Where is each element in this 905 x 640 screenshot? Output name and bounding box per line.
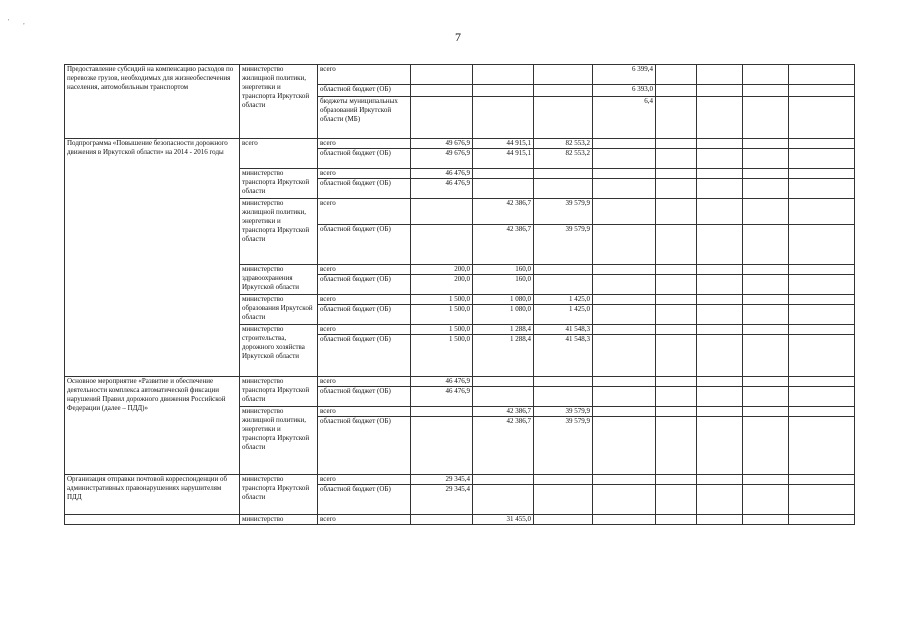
empty-cell: [743, 387, 789, 407]
subprogram-name: Подпрограмма «Повышение безопасности дорожного движения в Иркутской области» на 2014 - 2016 годы: [65, 139, 240, 377]
empty-cell: [534, 515, 593, 525]
value-cell: 46 476,9: [411, 387, 473, 407]
empty-cell: [697, 97, 743, 139]
value-cell: 200,0: [411, 275, 473, 295]
empty-cell: [593, 225, 656, 265]
value-cell: 29 345,4: [411, 475, 473, 485]
empty-cell: [789, 515, 855, 525]
empty-cell: [697, 179, 743, 199]
empty-cell: [593, 149, 656, 169]
empty-cell: [697, 225, 743, 265]
source-cell: областной бюджет (ОБ): [318, 387, 411, 407]
empty-cell: [593, 265, 656, 275]
source-cell: всего: [318, 377, 411, 387]
empty-cell: [593, 387, 656, 407]
empty-cell: [593, 169, 656, 179]
empty-cell: [789, 275, 855, 295]
empty-cell: [743, 407, 789, 417]
value-cell: 46 476,9: [411, 169, 473, 179]
executor-cell: министерство здравоохранения Иркутской области: [240, 265, 318, 295]
value-cell: 82 553,2: [534, 149, 593, 169]
empty-cell: [789, 65, 855, 85]
value-cell: 49 676,9: [411, 149, 473, 169]
empty-cell: [789, 407, 855, 417]
value-cell: 42 386,7: [473, 199, 534, 225]
empty-cell: [743, 265, 789, 275]
value-cell: 39 579,9: [534, 225, 593, 265]
empty-cell: [697, 515, 743, 525]
empty-cell: [743, 85, 789, 97]
empty-cell: [697, 275, 743, 295]
value-cell: 160,0: [473, 275, 534, 295]
empty-cell: [789, 85, 855, 97]
empty-cell: [593, 335, 656, 377]
empty-cell: [656, 475, 697, 485]
empty-cell: [697, 407, 743, 417]
activity-name: Предоставление субсидий на компенсацию расходов по перевозке грузов, необходимых для жизнеобеспечения населения, автомобильным транспортом: [65, 65, 240, 139]
source-cell: областной бюджет (ОБ): [318, 85, 411, 97]
empty-cell: [534, 97, 593, 139]
value-cell: 39 579,9: [534, 407, 593, 417]
empty-cell: [697, 387, 743, 407]
empty-cell: [593, 305, 656, 325]
empty-cell: [743, 275, 789, 295]
source-cell: всего: [318, 515, 411, 525]
value-cell: 1 080,0: [473, 305, 534, 325]
empty-cell: [656, 387, 697, 407]
empty-cell: [697, 417, 743, 475]
empty-cell: [534, 475, 593, 485]
empty-cell: [411, 515, 473, 525]
empty-cell: [593, 199, 656, 225]
empty-cell: [789, 295, 855, 305]
empty-cell: [697, 325, 743, 335]
empty-cell: [411, 417, 473, 475]
value-cell: 1 500,0: [411, 335, 473, 377]
value-cell: 200,0: [411, 265, 473, 275]
empty-cell: [789, 179, 855, 199]
empty-cell: [473, 169, 534, 179]
empty-cell: [473, 485, 534, 515]
empty-cell: [656, 225, 697, 265]
empty-cell: [411, 225, 473, 265]
empty-cell: [789, 417, 855, 475]
empty-cell: [534, 179, 593, 199]
empty-cell: [789, 265, 855, 275]
source-cell: всего: [318, 265, 411, 275]
empty-cell: [789, 97, 855, 139]
empty-cell: [534, 387, 593, 407]
source-cell: всего: [318, 199, 411, 225]
empty-cell: [656, 515, 697, 525]
budget-table: [64, 64, 855, 525]
empty-cell: [789, 225, 855, 265]
empty-cell: [743, 169, 789, 179]
empty-cell: [697, 169, 743, 179]
source-cell: бюджеты муниципальных образований Иркутской области (МБ): [318, 97, 411, 139]
empty-cell: [656, 335, 697, 377]
empty-cell: [656, 407, 697, 417]
empty-cell: [656, 377, 697, 387]
empty-cell: [656, 97, 697, 139]
source-cell: всего: [318, 475, 411, 485]
empty-cell: [697, 335, 743, 377]
empty-cell: [697, 305, 743, 325]
value-cell: 41 548,3: [534, 325, 593, 335]
empty-cell: [656, 199, 697, 225]
empty-cell: [656, 139, 697, 149]
value-cell: 39 579,9: [534, 417, 593, 475]
value-cell: 1 500,0: [411, 295, 473, 305]
executor-cell: министерство жилищной политики, энергетики и транспорта Иркутской области: [240, 407, 318, 475]
empty-cell: [534, 377, 593, 387]
table-row: [65, 377, 855, 387]
empty-cell: [789, 475, 855, 485]
table-row: [65, 65, 855, 85]
value-cell: 29 345,4: [411, 485, 473, 515]
empty-cell: [593, 515, 656, 525]
empty-cell: [473, 97, 534, 139]
empty-cell: [473, 65, 534, 85]
value-cell: 6,4: [593, 97, 656, 139]
empty-cell: [789, 149, 855, 169]
value-cell: 1 288,4: [473, 335, 534, 377]
empty-cell: [411, 65, 473, 85]
value-cell: 6 393,0: [593, 85, 656, 97]
executor-cell: министерство транспорта Иркутской области: [240, 169, 318, 199]
empty-cell: [743, 305, 789, 325]
empty-cell: [789, 377, 855, 387]
empty-cell: [743, 139, 789, 149]
activity-name: Организация отправки почтовой корреспонденции об административных правонарушениях нарушителям ПДД: [65, 475, 240, 515]
empty-cell: [789, 199, 855, 225]
executor-cell: министерство транспорта Иркутской области: [240, 475, 318, 515]
source-cell: всего: [318, 407, 411, 417]
value-cell: 1 425,0: [534, 295, 593, 305]
empty-cell: [534, 85, 593, 97]
value-cell: 42 386,7: [473, 417, 534, 475]
source-cell: всего: [318, 139, 411, 149]
source-cell: всего: [318, 295, 411, 305]
empty-cell: [534, 265, 593, 275]
empty-cell: [593, 407, 656, 417]
source-cell: всего: [318, 65, 411, 85]
empty-cell: [743, 149, 789, 169]
empty-cell: [656, 305, 697, 325]
empty-cell: [697, 85, 743, 97]
value-cell: 41 548,3: [534, 335, 593, 377]
empty-cell: [789, 325, 855, 335]
executor-cell: министерство жилищной политики, энергетики и транспорта Иркутской области: [240, 65, 318, 139]
empty-cell: [743, 325, 789, 335]
value-cell: 46 476,9: [411, 179, 473, 199]
executor-cell: министерство строительства, дорожного хозяйства Иркутской области: [240, 325, 318, 377]
empty-cell: [656, 179, 697, 199]
empty-cell: [697, 377, 743, 387]
empty-cell: [534, 485, 593, 515]
empty-cell: [697, 485, 743, 515]
empty-cell: [743, 485, 789, 515]
corner-marks: ' ,: [8, 18, 31, 26]
value-cell: 42 386,7: [473, 407, 534, 417]
empty-cell: [473, 475, 534, 485]
source-cell: областной бюджет (ОБ): [318, 149, 411, 169]
empty-cell: [697, 149, 743, 169]
source-cell: всего: [318, 325, 411, 335]
empty-cell: [473, 179, 534, 199]
empty-cell: [697, 295, 743, 305]
empty-cell: [473, 377, 534, 387]
empty-cell: [593, 325, 656, 335]
table-row: [65, 515, 855, 525]
empty-cell: [473, 85, 534, 97]
value-cell: 1 500,0: [411, 325, 473, 335]
executor-cell: всего: [240, 139, 318, 169]
empty-cell: [743, 335, 789, 377]
executor-cell: министерство жилищной политики, энергетики и транспорта Иркутской области: [240, 199, 318, 265]
empty-cell: [789, 387, 855, 407]
empty-cell: [411, 407, 473, 417]
empty-cell: [656, 275, 697, 295]
empty-cell: [789, 485, 855, 515]
empty-cell: [743, 225, 789, 265]
empty-cell: [656, 65, 697, 85]
value-cell: 42 386,7: [473, 225, 534, 265]
empty-cell: [743, 97, 789, 139]
value-cell: 39 579,9: [534, 199, 593, 225]
empty-cell: [743, 417, 789, 475]
empty-cell: [743, 515, 789, 525]
empty-cell: [593, 275, 656, 295]
empty-cell: [534, 275, 593, 295]
empty-cell: [534, 65, 593, 85]
empty-cell: [656, 417, 697, 475]
empty-cell: [697, 475, 743, 485]
value-cell: 46 476,9: [411, 377, 473, 387]
empty-cell: [656, 265, 697, 275]
source-cell: областной бюджет (ОБ): [318, 417, 411, 475]
empty-cell: [534, 169, 593, 179]
value-cell: 44 915,1: [473, 139, 534, 149]
empty-cell: [411, 199, 473, 225]
empty-cell: [697, 265, 743, 275]
source-cell: областной бюджет (ОБ): [318, 179, 411, 199]
empty-cell: [65, 515, 240, 525]
source-cell: всего: [318, 169, 411, 179]
empty-cell: [593, 417, 656, 475]
empty-cell: [593, 295, 656, 305]
empty-cell: [743, 295, 789, 305]
empty-cell: [656, 85, 697, 97]
empty-cell: [411, 85, 473, 97]
executor-cell: министерство: [240, 515, 318, 525]
empty-cell: [789, 305, 855, 325]
empty-cell: [656, 325, 697, 335]
value-cell: 31 455,0: [473, 515, 534, 525]
empty-cell: [593, 377, 656, 387]
empty-cell: [743, 179, 789, 199]
value-cell: 44 915,1: [473, 149, 534, 169]
value-cell: 160,0: [473, 265, 534, 275]
empty-cell: [593, 485, 656, 515]
value-cell: 82 553,2: [534, 139, 593, 149]
activity-name: Основное мероприятие «Развитие и обеспечение деятельности комплекса автоматической фиксации нарушений Правил дорожного движения Российской Федерации (далее – ПДД)»: [65, 377, 240, 475]
empty-cell: [789, 139, 855, 149]
empty-cell: [593, 139, 656, 149]
value-cell: 1 288,4: [473, 325, 534, 335]
empty-cell: [656, 295, 697, 305]
empty-cell: [697, 199, 743, 225]
value-cell: 1 500,0: [411, 305, 473, 325]
empty-cell: [411, 97, 473, 139]
empty-cell: [593, 179, 656, 199]
source-cell: областной бюджет (ОБ): [318, 225, 411, 265]
empty-cell: [656, 169, 697, 179]
empty-cell: [743, 199, 789, 225]
value-cell: 1 080,0: [473, 295, 534, 305]
empty-cell: [697, 65, 743, 85]
value-cell: 6 399,4: [593, 65, 656, 85]
page-number: 7: [455, 30, 461, 44]
source-cell: областной бюджет (ОБ): [318, 485, 411, 515]
empty-cell: [656, 485, 697, 515]
value-cell: 49 676,9: [411, 139, 473, 149]
table-row: [65, 475, 855, 485]
empty-cell: [743, 475, 789, 485]
empty-cell: [789, 335, 855, 377]
empty-cell: [743, 377, 789, 387]
executor-cell: министерство транспорта Иркутской области: [240, 377, 318, 407]
empty-cell: [697, 139, 743, 149]
executor-cell: министерство образования Иркутской области: [240, 295, 318, 325]
empty-cell: [656, 149, 697, 169]
source-cell: областной бюджет (ОБ): [318, 335, 411, 377]
source-cell: областной бюджет (ОБ): [318, 305, 411, 325]
source-cell: областной бюджет (ОБ): [318, 275, 411, 295]
table-row: [65, 139, 855, 149]
empty-cell: [593, 475, 656, 485]
value-cell: 1 425,0: [534, 305, 593, 325]
empty-cell: [789, 169, 855, 179]
empty-cell: [473, 387, 534, 407]
empty-cell: [743, 65, 789, 85]
